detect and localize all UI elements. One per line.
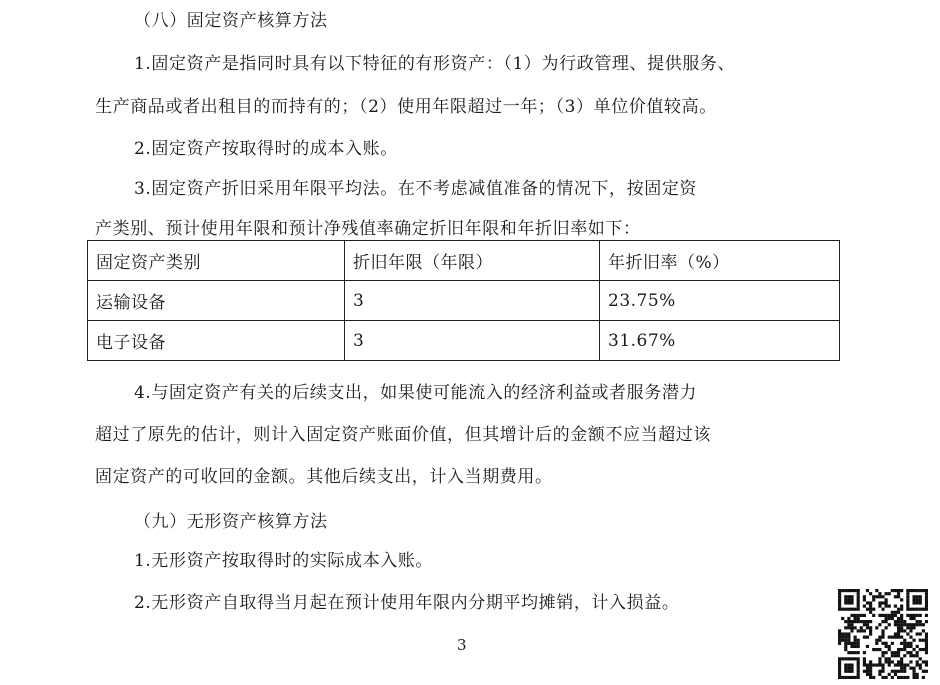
section-9-heading: （九）无形资产核算方法 <box>134 512 328 532</box>
paragraph-8-4-line-3: 固定资产的可收回的金额。其他后续支出，计入当期费用。 <box>95 467 553 487</box>
paragraph-8-2: 2.固定资产按取得时的成本入账。 <box>134 139 398 159</box>
table-header-row <box>88 241 840 281</box>
cell-rate: 23.75% <box>600 281 840 321</box>
cell-rate: 31.67% <box>600 321 840 361</box>
page-number: 3 <box>457 636 467 654</box>
header-annual-rate: 年折旧率（%） <box>600 241 840 281</box>
paragraph-8-4-line-1: 4.与固定资产有关的后续支出，如果使可能流入的经济利益或者服务潜力 <box>134 383 698 403</box>
paragraph-8-1-line-2: 生产商品或者出租目的而持有的；（2）使用年限超过一年；（3）单位价值较高。 <box>95 97 717 117</box>
paragraph-8-3-line-2: 产类别、预计使用年限和预计净残值率确定折旧年限和年折旧率如下： <box>95 219 641 239</box>
depreciation-table <box>87 240 840 361</box>
cell-years: 3 <box>345 321 600 361</box>
paragraph-8-4-line-2: 超过了原先的估计，则计入固定资产账面价值，但其增计后的金额不应当超过该 <box>95 425 711 445</box>
paragraph-8-1-line-1: 1.固定资产是指同时具有以下特征的有形资产：（1）为行政管理、提供服务、 <box>134 54 736 74</box>
qr-code-icon <box>838 589 928 679</box>
section-8-heading: （八）固定资产核算方法 <box>134 11 328 31</box>
table-row <box>88 281 840 321</box>
table-row <box>88 321 840 361</box>
header-asset-category: 固定资产类别 <box>88 241 345 281</box>
paragraph-8-3-line-1: 3.固定资产折旧采用年限平均法。在不考虑减值准备的情况下，按固定资 <box>134 179 698 199</box>
cell-category: 运输设备 <box>88 281 345 321</box>
cell-category: 电子设备 <box>88 321 345 361</box>
cell-years: 3 <box>345 281 600 321</box>
paragraph-9-1: 1.无形资产按取得时的实际成本入账。 <box>134 551 434 571</box>
header-depreciation-years: 折旧年限（年限） <box>345 241 600 281</box>
paragraph-9-2: 2.无形资产自取得当月起在预计使用年限内分期平均摊销，计入损益。 <box>134 593 680 613</box>
